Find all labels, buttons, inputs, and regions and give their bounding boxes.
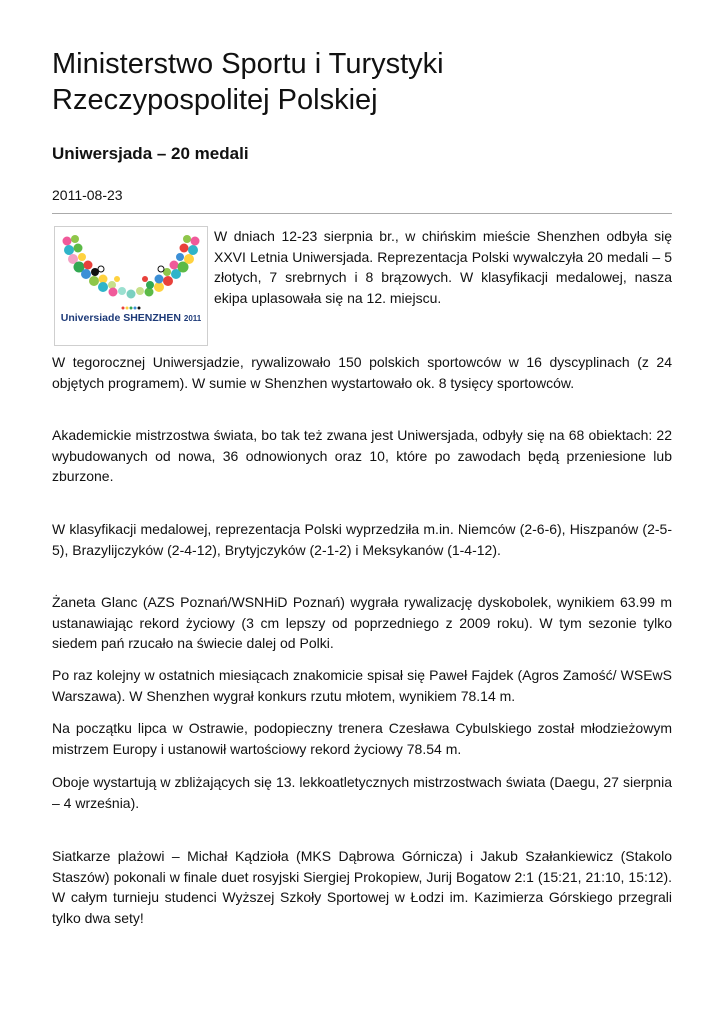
logo-text: Universiade SHENZHEN [60,312,181,324]
paragraph-4: Żaneta Glanc (AZS Poznań/WSNHiD Poznań) wygrała rywalizację dyskobolek, wynikiem 63.99 m ustanawiając rekord życiowy (3 cm lepszy od poprzedniego z 2009 roku). W tym sezonie tylko siedem pań rzucało na świecie dalej od Polki. [52,594,672,651]
article-date: 2011-08-23 [52,187,123,203]
paragraph-5: Po raz kolejny w ostatnich miesiącach znakomicie spisał się Paweł Fajdek (Agros Zamość/ WSEwS Warszawa). W Shenzhen wygrał konkurs rzutu młotem, wynikiem 78.14 m. [52,667,672,704]
paragraph-6: Na początku lipca w Ostrawie, podopieczny trenera Czesława Cybulskiego został młodzieżowym mistrzem Europy i ustanowił wartościowy rekord życiowy 78.54 m. [52,720,672,757]
ministry-title-line1: Ministerstwo Sportu i Turystyki [52,48,444,80]
logo-arc-graphic [55,227,207,317]
universiade-logo [54,226,208,346]
paragraph-1: W tegorocznej Uniwersjadzie, rywalizowało 150 polskich sportowców w 16 dyscyplinach (z 24 objętych programem). W sumie w Shenzhen wystartowało ok. 8 tysięcy sportowców. [52,354,672,391]
logo-wordmark [59,312,203,324]
paragraph-3: W klasyfikacji medalowej, reprezentacja Polski wyprzedziła m.in. Niemców (2-6-6), Hiszpanów (2-5-5), Brazylijczyków (2-4-12), Brytyjczyków (2-1-2) i Meksykanów (1-4-12). [52,521,672,558]
article-title: Uniwersjada – 20 medali [52,144,249,163]
paragraph-2: Akademickie mistrzostwa świata, bo tak też zwana jest Uniwersjada, odbyły się na 68 obiektach: 22 wybudowanych od nowa, 36 odnowionych oraz 10, które po zawodach będą przeniesione lub zburzone. [52,427,672,484]
logo-year: 2011 [183,314,202,323]
paragraph-8: Siatkarze plażowi – Michał Kądzioła (MKS Dąbrowa Górnicza) i Jakub Szałankiewicz (Stakolo Staszów) pokonali w finale duet rosyjski Siergiej Prokopiew, Jurij Bogatow 2:1 (15:21, 21:10, 15:12). W całym turnieju studenci Wyższej Szkoły Sportowej w Łodzi im. Kazimierza Górskiego przegrali tylko dwa sety! [52,848,672,926]
ministry-title-line2: Rzeczypospolitej Polskiej [52,84,378,116]
paragraph-7: Oboje wystartują w zbliżających się 13. lekkoatletycznych mistrzostwach świata (Daegu, 27 sierpnia – 4 września). [52,774,672,811]
divider [52,213,672,214]
ministry-title [52,46,672,118]
intro-paragraph: W dniach 12-23 sierpnia br., w chińskim mieście Shenzhen odbyła się XXVI Letnia Uniwersjada. Reprezentacja Polski wywalczyła 20 medali – 5 złotych, 7 srebrnych i 8 brązowych. W klasyfikacji medalowej, nasza ekipa uplasowała się na 12. miejscu. [214,228,672,306]
